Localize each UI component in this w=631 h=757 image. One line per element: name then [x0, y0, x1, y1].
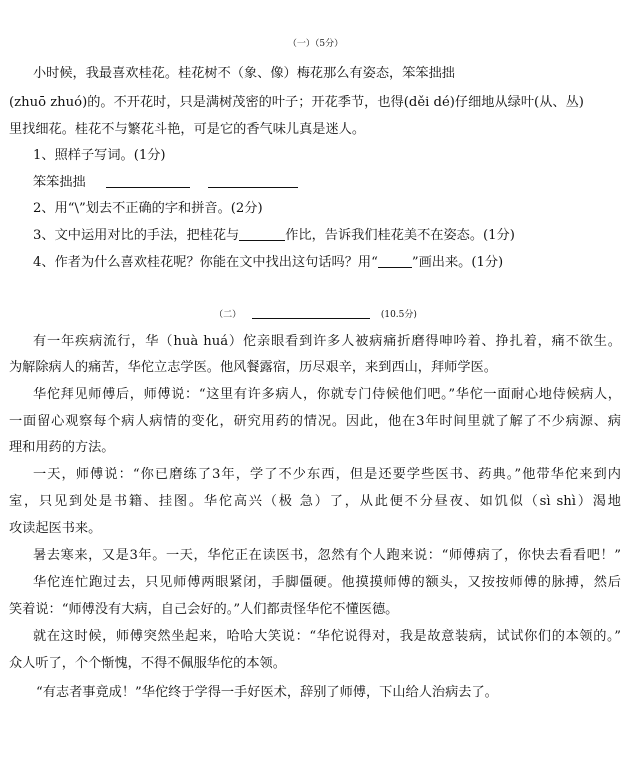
section2-title-left: （二） [214, 310, 242, 320]
section2-title-blank[interactable] [252, 304, 370, 319]
section1-title: （一）（5分） [287, 39, 344, 49]
passage2-line-2: 为解除病人的痛苦，华佗立志学医。他风餐露宿，历尽艰辛，来到西山，拜师学医。 [9, 360, 497, 375]
passage1-line-2: (zhuō zhuó)的。不开花时，只是满树茂密的叶子；开花季节，也得(děi dé)仔细地从绿叶(从、丛) [9, 95, 584, 110]
question-4-text-after: ”画出来。(1分) [411, 255, 504, 270]
passage2-line-14: “有志者事竟成！”华佗终于学得一手好医术，辞别了师傅，下山给人治病去了。 [36, 685, 498, 700]
passage2-line-11: 笑着说：“师傅没有大病，自己会好的。”人们都责怪华佗不懂医德。 [9, 602, 399, 617]
question-3-text-after: 作比，告诉我们桂花美不在姿态。(1分) [285, 228, 515, 243]
passage2-line-4: 一面留心观察每个病人病情的变化，研究用药的情况。因此，他在3年时间里就了解了不少病源、病 [9, 414, 621, 429]
question-4 [33, 252, 503, 274]
question-3-text-before: 3、文中运用对比的手法，把桂花与 [33, 228, 240, 243]
question-1-example [33, 172, 298, 194]
section2-title [0, 304, 631, 326]
passage1-line-1: 小时候，我最喜欢桂花。桂花树不（象、像）梅花那么有姿态，笨笨拙拙 [33, 66, 455, 81]
passage2-line-1: 有一年疾病流行，华（huà huá）佗亲眼看到许多人被病痛折磨得呻吟着、挣扎着，痛不欲生。 [33, 334, 621, 349]
question-3-blank[interactable] [239, 226, 285, 241]
question-1: 1、照样子写词。(1分) [33, 148, 166, 163]
question-1-blank-1[interactable] [106, 173, 190, 188]
passage2-line-10: 华佗连忙跑过去，只见师傅两眼紧闭，手脚僵硬。他摸摸师傅的额头，又按按师傅的脉搏，然后 [33, 575, 621, 590]
passage2-line-5: 理和用药的方法。 [9, 440, 115, 455]
passage2-line-8: 攻读起医书来。 [9, 521, 102, 536]
question-1-blank-2[interactable] [208, 173, 298, 188]
passage2-line-6: 一天，师傅说：“你已磨练了3年，学了不少东西，但是还要学些医书、药典。”他带华佗来到内 [33, 467, 621, 482]
question-2: 2、用“\”划去不正确的字和拼音。(2分) [33, 201, 263, 216]
question-4-blank[interactable] [378, 253, 412, 268]
question-4-text-before: 4、作者为什么喜欢桂花呢？你能在文中找出这句话吗？用“ [33, 255, 378, 270]
question-1-example-word: 笨笨拙拙 [33, 175, 86, 190]
passage2-line-12: 就在这时候，师傅突然坐起来，哈哈大笑说：“华佗说得对，我是故意装病，试试你们的本领的。” [33, 629, 621, 644]
passage2-line-3: 华佗拜见师傅后，师傅说：“这里有许多病人，你就专门侍候他们吧。”华佗一面耐心地侍候病人， [33, 387, 621, 402]
passage2-line-7: 室，只见到处是书籍、挂图。华佗高兴（极 急）了，从此便不分昼夜、如饥似（sì shì）渴地 [9, 494, 621, 509]
passage1-line-3: 里找细花。桂花不与繁花斗艳，可是它的香气味儿真是迷人。 [9, 122, 366, 137]
passage2-line-13: 众人听了，个个惭愧，不得不佩服华佗的本领。 [9, 656, 286, 671]
section2-title-right: (10.5分) [380, 310, 417, 320]
passage2-line-9: 暑去寒来，又是3年。一天，华佗正在读医书，忽然有个人跑来说：“师傅病了，你快去看看吧！” [33, 548, 621, 563]
question-3 [33, 225, 515, 247]
